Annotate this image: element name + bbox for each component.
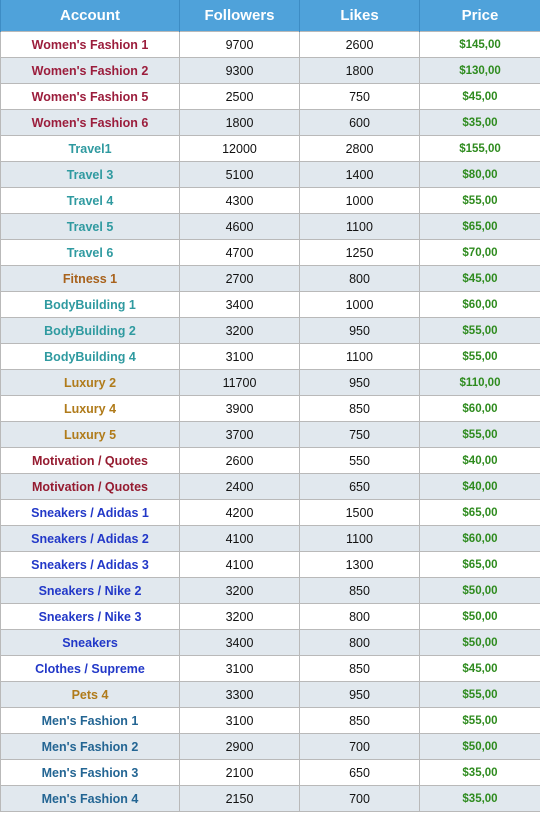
- likes-cell[interactable]: 2800: [300, 136, 420, 162]
- price-cell[interactable]: $110,00: [420, 370, 540, 396]
- table-header: [1, 0, 540, 32]
- followers-cell[interactable]: 3400: [180, 630, 300, 656]
- price-cell[interactable]: $145,00: [420, 32, 540, 58]
- likes-cell[interactable]: 1000: [300, 188, 420, 214]
- followers-cell[interactable]: 1800: [180, 110, 300, 136]
- followers-cell[interactable]: 4200: [180, 500, 300, 526]
- table-row[interactable]: [1, 422, 540, 448]
- likes-cell[interactable]: 650: [300, 760, 420, 786]
- table-row[interactable]: [1, 630, 540, 656]
- followers-cell[interactable]: 3700: [180, 422, 300, 448]
- followers-cell[interactable]: 2900: [180, 734, 300, 760]
- account-cell[interactable]: BodyBuilding 4: [1, 344, 180, 370]
- table-row[interactable]: [1, 604, 540, 630]
- likes-cell[interactable]: 800: [300, 266, 420, 292]
- table-body: [1, 32, 540, 812]
- table-row[interactable]: [1, 344, 540, 370]
- followers-cell[interactable]: 2100: [180, 760, 300, 786]
- followers-cell[interactable]: 3200: [180, 578, 300, 604]
- price-cell[interactable]: $40,00: [420, 474, 540, 500]
- followers-cell[interactable]: 3200: [180, 318, 300, 344]
- followers-cell[interactable]: 12000: [180, 136, 300, 162]
- account-cell[interactable]: Sneakers / Adidas 1: [1, 500, 180, 526]
- account-cell[interactable]: Men's Fashion 2: [1, 734, 180, 760]
- price-cell[interactable]: $60,00: [420, 396, 540, 422]
- likes-cell[interactable]: 1800: [300, 58, 420, 84]
- followers-cell[interactable]: 9300: [180, 58, 300, 84]
- table-row[interactable]: [1, 552, 540, 578]
- followers-cell[interactable]: 3100: [180, 344, 300, 370]
- table-row[interactable]: [1, 318, 540, 344]
- account-cell[interactable]: Sneakers: [1, 630, 180, 656]
- header-likes[interactable]: Likes: [300, 0, 420, 32]
- price-cell[interactable]: $55,00: [420, 318, 540, 344]
- followers-cell[interactable]: 2600: [180, 448, 300, 474]
- likes-cell[interactable]: 850: [300, 656, 420, 682]
- likes-cell[interactable]: 850: [300, 708, 420, 734]
- account-cell[interactable]: Women's Fashion 2: [1, 58, 180, 84]
- price-cell[interactable]: $65,00: [420, 552, 540, 578]
- table-row[interactable]: [1, 84, 540, 110]
- price-cell[interactable]: $50,00: [420, 734, 540, 760]
- table-row[interactable]: [1, 110, 540, 136]
- account-cell[interactable]: Travel1: [1, 136, 180, 162]
- table-row[interactable]: [1, 266, 540, 292]
- likes-cell[interactable]: 1400: [300, 162, 420, 188]
- header-account[interactable]: Account: [1, 0, 180, 32]
- likes-cell[interactable]: 700: [300, 734, 420, 760]
- price-cell[interactable]: $55,00: [420, 708, 540, 734]
- header-row: [1, 0, 540, 32]
- followers-cell[interactable]: 9700: [180, 32, 300, 58]
- account-cell[interactable]: BodyBuilding 2: [1, 318, 180, 344]
- account-cell[interactable]: Motivation / Quotes: [1, 474, 180, 500]
- table-row[interactable]: [1, 292, 540, 318]
- header-price[interactable]: Price: [420, 0, 540, 32]
- account-cell[interactable]: BodyBuilding 1: [1, 292, 180, 318]
- followers-cell[interactable]: 3900: [180, 396, 300, 422]
- table-row[interactable]: [1, 370, 540, 396]
- followers-cell[interactable]: 3300: [180, 682, 300, 708]
- price-cell[interactable]: $130,00: [420, 58, 540, 84]
- table-row[interactable]: [1, 682, 540, 708]
- followers-cell[interactable]: 2500: [180, 84, 300, 110]
- likes-cell[interactable]: 850: [300, 396, 420, 422]
- price-cell[interactable]: $70,00: [420, 240, 540, 266]
- account-cell[interactable]: Sneakers / Adidas 3: [1, 552, 180, 578]
- price-cell[interactable]: $55,00: [420, 422, 540, 448]
- followers-cell[interactable]: 3400: [180, 292, 300, 318]
- account-cell[interactable]: Travel 5: [1, 214, 180, 240]
- followers-cell[interactable]: 3100: [180, 708, 300, 734]
- likes-cell[interactable]: 950: [300, 682, 420, 708]
- price-cell[interactable]: $35,00: [420, 760, 540, 786]
- account-cell[interactable]: Women's Fashion 1: [1, 32, 180, 58]
- followers-cell[interactable]: 4700: [180, 240, 300, 266]
- account-cell[interactable]: Sneakers / Adidas 2: [1, 526, 180, 552]
- price-cell[interactable]: $45,00: [420, 656, 540, 682]
- followers-cell[interactable]: 11700: [180, 370, 300, 396]
- table-row[interactable]: [1, 188, 540, 214]
- table-row[interactable]: [1, 656, 540, 682]
- likes-cell[interactable]: 800: [300, 604, 420, 630]
- likes-cell[interactable]: 800: [300, 630, 420, 656]
- account-cell[interactable]: Clothes / Supreme: [1, 656, 180, 682]
- price-cell[interactable]: $60,00: [420, 526, 540, 552]
- likes-cell[interactable]: 950: [300, 318, 420, 344]
- table-row[interactable]: [1, 786, 540, 812]
- price-cell[interactable]: $50,00: [420, 604, 540, 630]
- likes-cell[interactable]: 750: [300, 422, 420, 448]
- followers-cell[interactable]: 4100: [180, 552, 300, 578]
- account-cell[interactable]: Pets 4: [1, 682, 180, 708]
- table-row[interactable]: [1, 32, 540, 58]
- table-row[interactable]: [1, 500, 540, 526]
- likes-cell[interactable]: 1100: [300, 214, 420, 240]
- table-row[interactable]: [1, 526, 540, 552]
- followers-cell[interactable]: 2400: [180, 474, 300, 500]
- followers-cell[interactable]: 3200: [180, 604, 300, 630]
- likes-cell[interactable]: 1500: [300, 500, 420, 526]
- account-cell[interactable]: Luxury 4: [1, 396, 180, 422]
- account-cell[interactable]: Travel 6: [1, 240, 180, 266]
- followers-cell[interactable]: 3100: [180, 656, 300, 682]
- followers-cell[interactable]: 4300: [180, 188, 300, 214]
- likes-cell[interactable]: 1300: [300, 552, 420, 578]
- price-cell[interactable]: $35,00: [420, 110, 540, 136]
- account-cell[interactable]: Women's Fashion 6: [1, 110, 180, 136]
- table-row[interactable]: [1, 448, 540, 474]
- followers-cell[interactable]: 2150: [180, 786, 300, 812]
- likes-cell[interactable]: 550: [300, 448, 420, 474]
- likes-cell[interactable]: 1250: [300, 240, 420, 266]
- account-cell[interactable]: Luxury 5: [1, 422, 180, 448]
- likes-cell[interactable]: 1100: [300, 526, 420, 552]
- followers-cell[interactable]: 4600: [180, 214, 300, 240]
- likes-cell[interactable]: 2600: [300, 32, 420, 58]
- likes-cell[interactable]: 600: [300, 110, 420, 136]
- table-row[interactable]: [1, 58, 540, 84]
- price-cell[interactable]: $60,00: [420, 292, 540, 318]
- price-cell[interactable]: $155,00: [420, 136, 540, 162]
- price-cell[interactable]: $35,00: [420, 786, 540, 812]
- followers-cell[interactable]: 2700: [180, 266, 300, 292]
- likes-cell[interactable]: 750: [300, 84, 420, 110]
- price-cell[interactable]: $45,00: [420, 266, 540, 292]
- price-cell[interactable]: $50,00: [420, 578, 540, 604]
- table-row[interactable]: [1, 214, 540, 240]
- price-cell[interactable]: $65,00: [420, 214, 540, 240]
- likes-cell[interactable]: 850: [300, 578, 420, 604]
- price-cell[interactable]: $65,00: [420, 500, 540, 526]
- account-cell[interactable]: Motivation / Quotes: [1, 448, 180, 474]
- table-row[interactable]: [1, 240, 540, 266]
- account-cell[interactable]: Travel 4: [1, 188, 180, 214]
- price-cell[interactable]: $50,00: [420, 630, 540, 656]
- table-row[interactable]: [1, 162, 540, 188]
- account-cell[interactable]: Sneakers / Nike 3: [1, 604, 180, 630]
- price-cell[interactable]: $45,00: [420, 84, 540, 110]
- account-cell[interactable]: Men's Fashion 1: [1, 708, 180, 734]
- followers-cell[interactable]: 4100: [180, 526, 300, 552]
- likes-cell[interactable]: 1100: [300, 344, 420, 370]
- account-cell[interactable]: Sneakers / Nike 2: [1, 578, 180, 604]
- table-row[interactable]: [1, 396, 540, 422]
- account-cell[interactable]: Fitness 1: [1, 266, 180, 292]
- price-cell[interactable]: $55,00: [420, 682, 540, 708]
- likes-cell[interactable]: 700: [300, 786, 420, 812]
- account-cell[interactable]: Luxury 2: [1, 370, 180, 396]
- header-followers[interactable]: Followers: [180, 0, 300, 32]
- likes-cell[interactable]: 950: [300, 370, 420, 396]
- account-cell[interactable]: Men's Fashion 3: [1, 760, 180, 786]
- account-cell[interactable]: Travel 3: [1, 162, 180, 188]
- account-cell[interactable]: Women's Fashion 5: [1, 84, 180, 110]
- table-row[interactable]: [1, 708, 540, 734]
- price-cell[interactable]: $40,00: [420, 448, 540, 474]
- account-cell[interactable]: Men's Fashion 4: [1, 786, 180, 812]
- likes-cell[interactable]: 1000: [300, 292, 420, 318]
- price-cell[interactable]: $80,00: [420, 162, 540, 188]
- followers-cell[interactable]: 5100: [180, 162, 300, 188]
- table-row[interactable]: [1, 578, 540, 604]
- table-row[interactable]: [1, 474, 540, 500]
- table-row[interactable]: [1, 760, 540, 786]
- table-row[interactable]: [1, 136, 540, 162]
- price-cell[interactable]: $55,00: [420, 344, 540, 370]
- likes-cell[interactable]: 650: [300, 474, 420, 500]
- price-cell[interactable]: $55,00: [420, 188, 540, 214]
- table-row[interactable]: [1, 734, 540, 760]
